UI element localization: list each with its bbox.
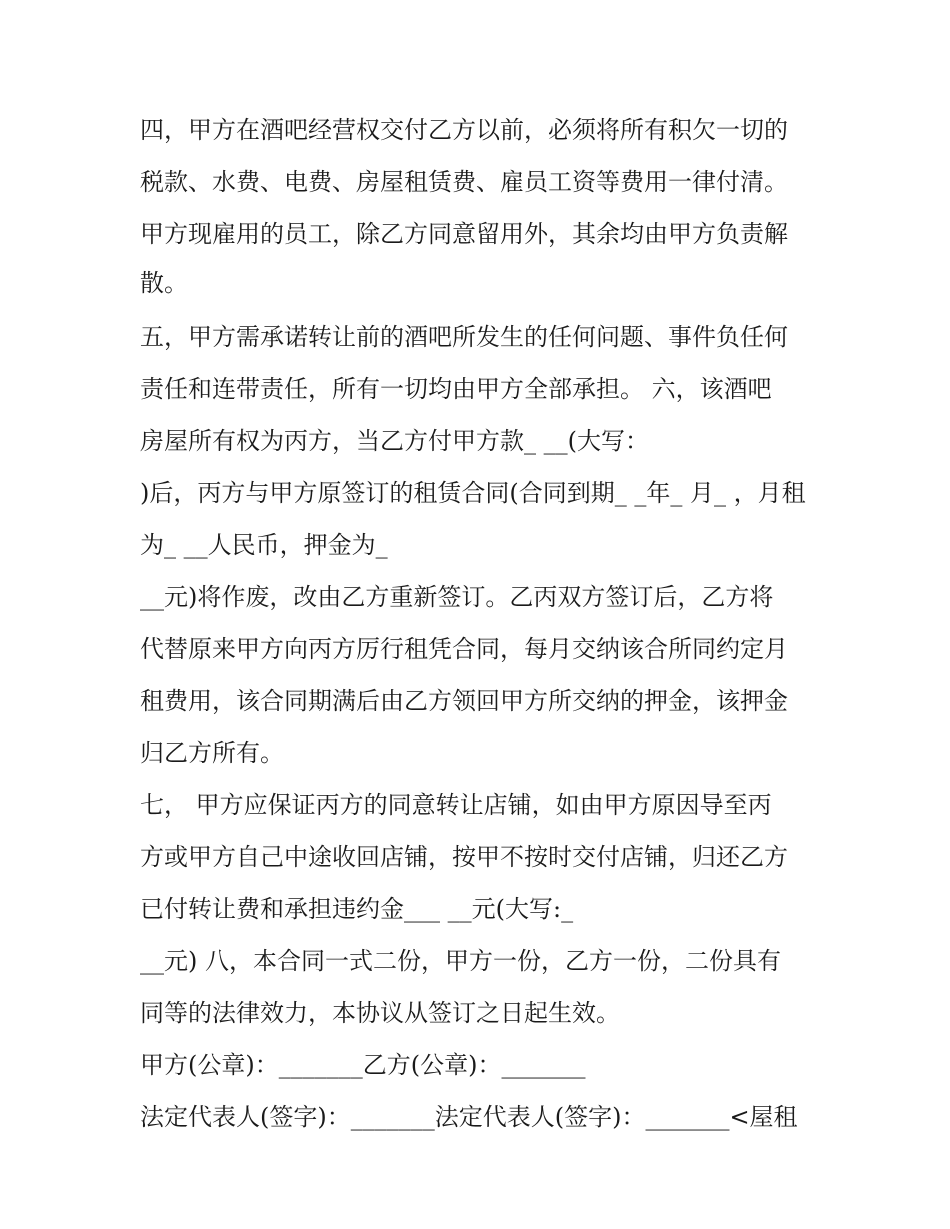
clause-6-line-1: 房屋所有权为丙方，当乙方付甲方款_ __(大写：	[140, 427, 649, 455]
clause-4-line-4: 散。	[140, 269, 188, 297]
clause-4-line-1: 四，甲方在酒吧经营权交付乙方以前，必须将所有积欠一切的	[140, 116, 788, 144]
seal-line: 甲方(公章)：_______乙方(公章)：_______	[140, 1051, 586, 1079]
clause-8-line-1: __元) 八，本合同一式二份，甲方一份，乙方一份，二份具有	[140, 947, 781, 975]
clause-6-line-7: 归乙方所有。	[140, 739, 284, 767]
clause-7-line-2: 方或甲方自己中途收回店铺，按甲不按时交付店铺，归还乙方	[140, 843, 788, 871]
clause-6-line-5: 代替原来甲方向丙方厉行租凭合同，每月交纳该合所同约定月	[140, 635, 788, 663]
clause-6-line-4: __元)将作废，改由乙方重新签订。乙丙双方签订后，乙方将	[140, 583, 774, 611]
clause-6-line-2: )后，丙方与甲方原签订的租赁合同(合同到期_ _年_ 月_ ，月租	[140, 479, 806, 507]
clause-6-line-6: 租费用，该合同期满后由乙方领回甲方所交纳的押金，该押金	[140, 687, 788, 715]
clause-8-line-2: 同等的法律效力，本协议从签订之日起生效。	[140, 999, 620, 1027]
clause-7-line-3: 已付转让费和承担违约金___ __元(大写:_	[140, 895, 574, 923]
clause-7-line-1: 七， 甲方应保证丙方的同意转让店铺，如由甲方原因导至丙	[140, 791, 772, 819]
clause-4-line-3: 甲方现雇用的员工，除乙方同意留用外，其余均由甲方负责解	[140, 220, 788, 248]
clause-6-line-3: 为_ __人民币，押金为_	[140, 531, 388, 559]
clause-5-line-1: 五，甲方需承诺转让前的酒吧所发生的任何问题、事件负任何	[140, 323, 788, 351]
clause-5-line-2: 责任和连带责任，所有一切均由甲方全部承担。 六，该酒吧	[140, 375, 772, 403]
clause-4-line-2: 税款、水费、电费、房屋租赁费、雇员工资等费用一律付清。	[140, 168, 788, 196]
signature-line: 法定代表人(签字)：_______法定代表人(签字)：_______<屋租	[140, 1103, 798, 1131]
